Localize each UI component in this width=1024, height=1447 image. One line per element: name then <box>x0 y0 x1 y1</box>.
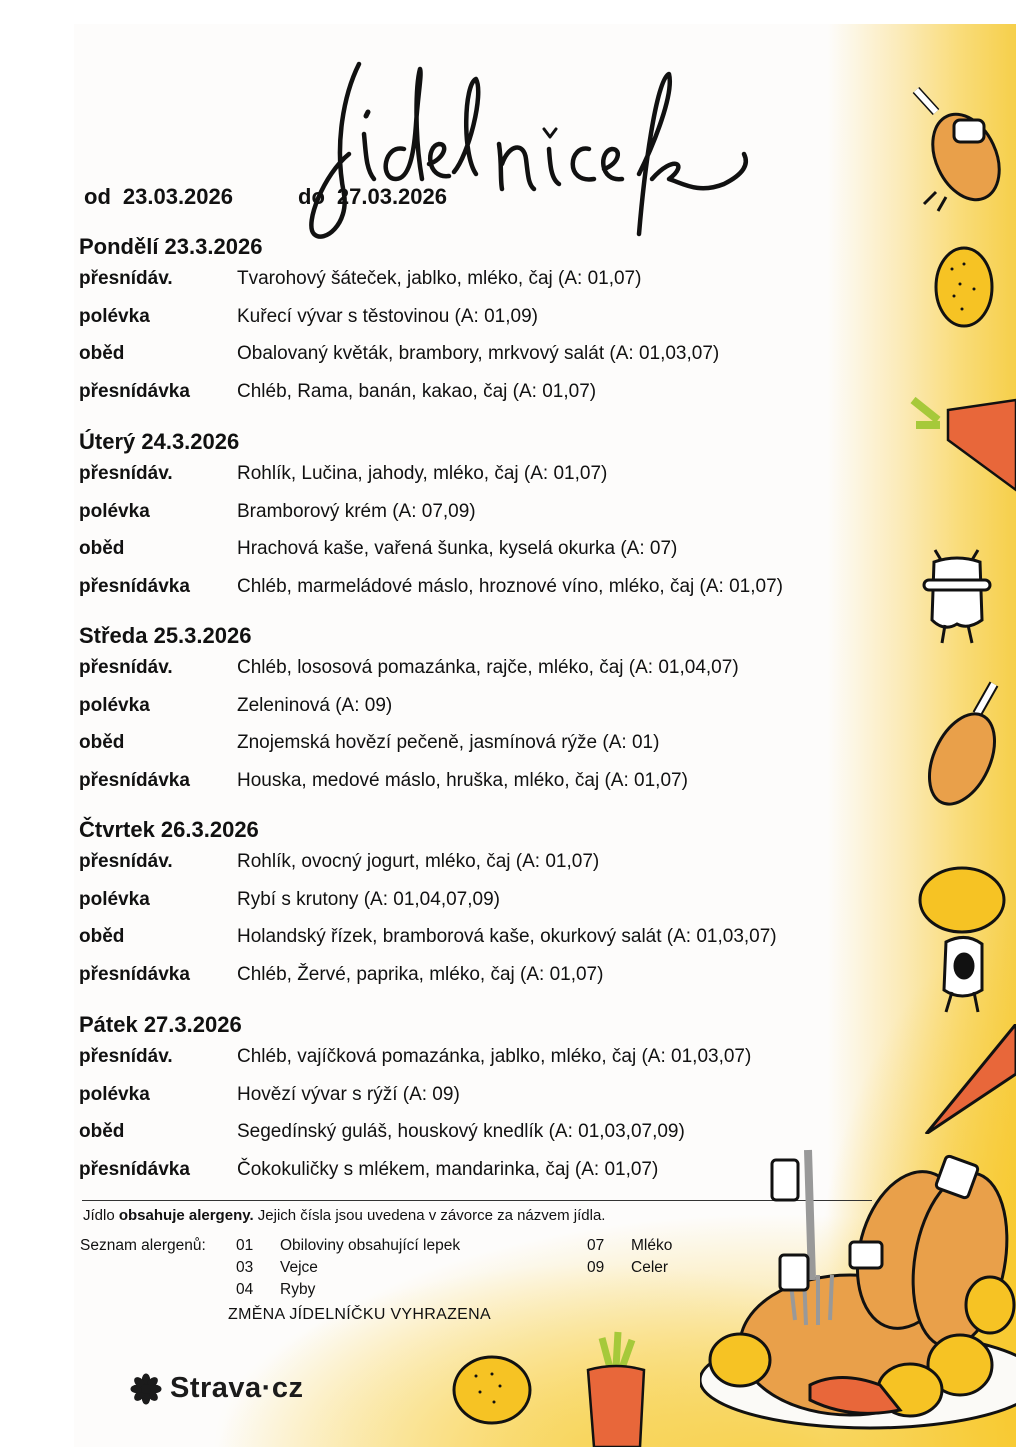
meal-label: přesnídávka <box>79 380 190 402</box>
meal-row <box>79 463 899 501</box>
allergen-name: Ryby <box>280 1281 316 1298</box>
date-from <box>84 184 233 210</box>
meal-label: polévka <box>79 1083 150 1105</box>
monster-icon <box>920 540 994 650</box>
allergen-item <box>587 1237 672 1255</box>
meal-row <box>79 657 899 695</box>
date-to-value: 27.03.2026 <box>336 184 447 209</box>
meal-text: Bramborový krém (A: 07,09) <box>237 500 476 522</box>
meal-text: Rohlík, Lučina, jahody, mléko, čaj (A: 01,07) <box>237 463 608 484</box>
meal-text: Houska, medové máslo, hruška, mléko, čaj (A: 01,07) <box>237 769 688 791</box>
meal-label: polévka <box>79 500 150 522</box>
menu-page <box>74 24 1016 1447</box>
allergen-name: Vejce <box>280 1259 318 1276</box>
allergen-code: 01 <box>236 1237 254 1254</box>
meal-label: přesnídáv. <box>79 463 173 484</box>
meal-row <box>79 1046 899 1084</box>
meal-label: přesnídávka <box>79 1158 190 1180</box>
date-to-label: do <box>298 184 325 209</box>
allergen-item <box>587 1259 668 1277</box>
meal-text: Chléb, vajíčková pomazánka, jablko, mléko, čaj (A: 01,03,07) <box>237 1046 752 1067</box>
day-thursday <box>79 815 899 1001</box>
meal-row <box>79 851 899 889</box>
allergen-item <box>236 1259 318 1277</box>
meal-text: Rybí s krutony (A: 01,04,07,09) <box>237 888 500 910</box>
date-from-label: od <box>84 184 111 209</box>
day-title: Středa 25.3.2026 <box>79 623 252 648</box>
meal-text: Chléb, marmeládové máslo, hroznové víno, mléko, čaj (A: 01,07) <box>237 575 783 597</box>
day-tuesday <box>79 427 899 613</box>
allergen-code: 03 <box>236 1259 254 1276</box>
meal-row <box>79 1084 899 1122</box>
meal-label: přesnídáv. <box>79 1046 173 1067</box>
meal-text: Segedínský guláš, houskový knedlík (A: 01,03,07,09) <box>237 1121 685 1142</box>
meal-text: Znojemská hovězí pečeně, jasmínová rýže (A: 01) <box>237 732 660 753</box>
meal-row <box>79 695 899 733</box>
day-monday <box>79 232 899 418</box>
meal-label: polévka <box>79 888 150 910</box>
meal-text: Obalovaný květák, brambory, mrkvový salát (A: 01,03,07) <box>237 343 720 364</box>
meal-label: oběd <box>79 343 125 364</box>
allergen-item <box>236 1281 315 1299</box>
allergen-name: Obiloviny obsahující lepek <box>280 1237 461 1254</box>
meal-label: přesnídávka <box>79 963 190 985</box>
strava-logo <box>130 1372 303 1405</box>
meal-row <box>79 343 899 381</box>
potato-icon <box>450 1352 534 1428</box>
allergen-code: 09 <box>587 1259 605 1276</box>
meal-text: Chléb, lososová pomazánka, rajče, mléko, čaj (A: 01,04,07) <box>237 657 739 678</box>
chicken-leg-icon <box>922 674 1012 814</box>
meal-label: oběd <box>79 732 125 753</box>
date-to <box>298 184 447 210</box>
potato-icon <box>932 244 996 330</box>
meal-row <box>79 732 899 770</box>
meal-text: Kuřecí vývar s těstovinou (A: 01,09) <box>237 305 538 327</box>
meal-row <box>79 306 899 344</box>
meal-row <box>79 964 899 1002</box>
allergen-name: Celer <box>631 1259 669 1276</box>
meal-text: Hrachová kaše, vařená šunka, kyselá okurka (A: 07) <box>237 538 678 559</box>
day-title: Pátek 27.3.2026 <box>79 1012 242 1037</box>
meal-label: polévka <box>79 694 150 716</box>
meal-label: oběd <box>79 538 125 559</box>
allergen-name: Mléko <box>631 1237 673 1254</box>
date-from-value: 23.03.2026 <box>122 184 233 209</box>
meal-label: polévka <box>79 305 150 327</box>
allergen-note <box>83 1207 605 1224</box>
meal-text: Rohlík, ovocný jogurt, mléko, čaj (A: 01,07) <box>237 851 600 872</box>
meal-text: Chléb, Žervé, paprika, mléko, čaj (A: 01,07) <box>237 963 604 985</box>
flower-icon <box>130 1373 162 1405</box>
meal-label: přesnídáv. <box>79 851 173 872</box>
meal-row <box>79 501 899 539</box>
allergen-note-prefix: Jídlo <box>83 1207 119 1224</box>
meal-text: Tvarohový šáteček, jablko, mléko, čaj (A: 01,07) <box>237 268 642 289</box>
meal-row <box>79 538 899 576</box>
meal-text: Zeleninová (A: 09) <box>237 694 393 716</box>
meal-row <box>79 889 899 927</box>
allergen-item <box>236 1237 460 1255</box>
meal-row <box>79 381 899 419</box>
allergen-code: 04 <box>236 1281 254 1298</box>
meal-text: Hovězí vývar s rýží (A: 09) <box>237 1083 460 1105</box>
title-jidelnicek <box>304 54 774 254</box>
day-title: Čtvrtek 26.3.2026 <box>79 817 259 842</box>
allergen-code: 07 <box>587 1237 605 1254</box>
meal-label: přesnídáv. <box>79 657 173 678</box>
carrot-icon <box>908 380 1016 500</box>
meal-label: oběd <box>79 926 125 947</box>
meal-label: přesnídávka <box>79 769 190 791</box>
chicken-leg-icon <box>906 82 1006 212</box>
meal-row <box>79 770 899 808</box>
allergen-list-label: Seznam alergenů: <box>80 1237 206 1254</box>
carrot-icon <box>922 1024 1016 1134</box>
logo-text: Strava·cz <box>170 1372 304 1404</box>
meal-text: Čokokuličky s mlékem, mandarinka, čaj (A: 01,07) <box>237 1158 659 1180</box>
day-title: Pondělí 23.3.2026 <box>79 234 263 259</box>
meal-label: přesnídávka <box>79 575 190 597</box>
allergen-note-suffix: Jejich čísla jsou uvedena v závorce za názvem jídla. <box>253 1207 606 1224</box>
meal-row <box>79 268 899 306</box>
allergen-note-bold: obsahuje alergeny. <box>118 1207 254 1224</box>
meal-label: oběd <box>79 1121 125 1142</box>
carrot-icon <box>580 1328 650 1447</box>
meal-label: přesnídáv. <box>79 268 173 289</box>
roast-chicken-icon <box>700 1130 1016 1447</box>
meal-row <box>79 576 899 614</box>
meal-text: Holandský řízek, bramborová kaše, okurkový salát (A: 01,03,07) <box>237 926 777 947</box>
change-note: ZMĚNA JÍDELNÍČKU VYHRAZENA <box>228 1306 491 1323</box>
day-wednesday <box>79 621 899 807</box>
monster-icon <box>916 862 1006 1022</box>
meal-row <box>79 926 899 964</box>
meal-text: Chléb, Rama, banán, kakao, čaj (A: 01,07) <box>237 380 597 402</box>
day-title: Úterý 24.3.2026 <box>79 429 240 454</box>
